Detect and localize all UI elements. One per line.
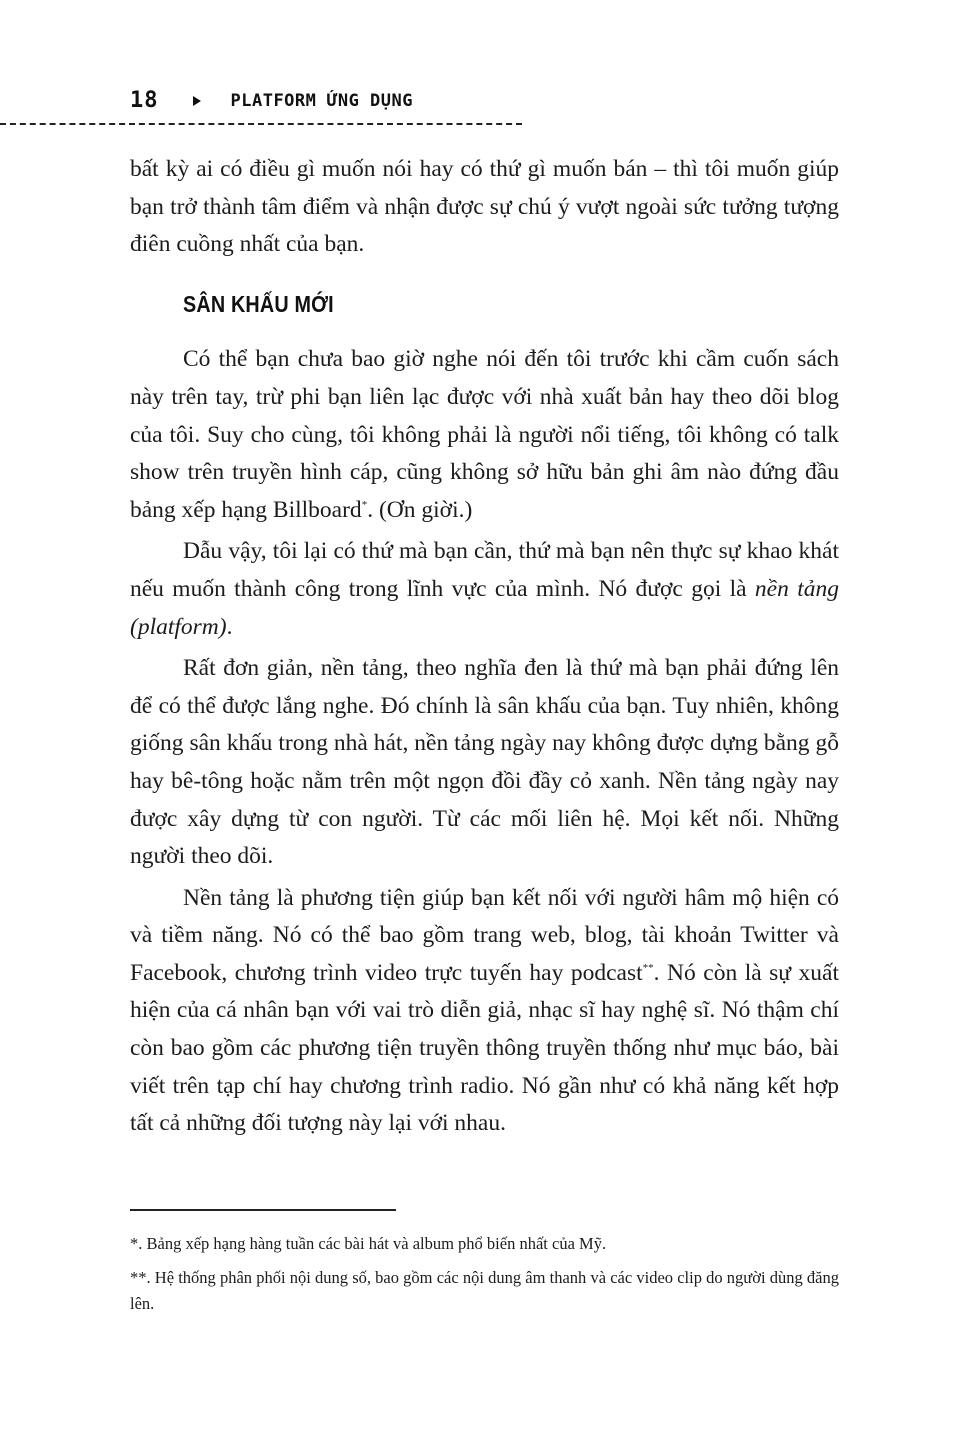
- intro-paragraph: bất kỳ ai có điều gì muốn nói hay có thứ gì muốn bán – thì tôi muốn giúp bạn trở thành tâm điểm và nhận được sự chú ý vượt ngoài sức tưởng tượng điên cuồng nhất của bạn.: [130, 156, 839, 258]
- paragraph-4: [130, 880, 839, 1143]
- paragraph-1-text: Có thể bạn chưa bao giờ nghe nói đến tôi trước khi cầm cuốn sách này trên tay, trừ phi bạn liên lạc được với nhà xuất bản hay theo dõi blog của tôi. Suy cho cùng, tôi không phải là người nổi tiếng, tôi không có talk show trên truyền hình cáp, cũng không sở hữu bản ghi âm nào đứng đầu bảng xếp hạng Billboard: [130, 346, 839, 523]
- paragraph-1-tail: . (Ơn giời.): [367, 496, 473, 523]
- footnote-mark-1: *: [361, 498, 368, 511]
- section-heading: SÂN KHẤU MỚI: [183, 290, 334, 317]
- paragraph-2-text: Dẫu vậy, tôi lại có thứ mà bạn cần, thứ mà bạn nên thực sự khao khát nếu muốn thành công trong lĩnh vực của mình. Nó được gọi là: [130, 538, 839, 602]
- body-text: [130, 151, 839, 1143]
- paragraph-2: [130, 533, 839, 646]
- paragraph-4-text: Nền tảng là phương tiện giúp bạn kết nối với người hâm mộ hiện có và tiềm năng. Nó có thể bao gồm trang web, blog, tài khoản Twitter và Facebook, chương trình video trực tuyến hay podcast: [130, 884, 839, 986]
- paragraph-4-tail: . Nó còn là sự xuất hiện của cá nhân bạn với vai trò diễn giả, nhạc sĩ hay nghệ sĩ. Nó thậm chí còn bao gồm các phương tiện truyền thông truyền thống như mục báo, bài viết trên tạp chí hay chương trình radio. Nó gần như có khả năng kết hợp tất cả những đối tượng này lại với nhau.: [130, 959, 840, 1137]
- running-head: [130, 88, 413, 113]
- paragraph-2-tail: .: [226, 613, 233, 640]
- footnotes: [130, 1231, 839, 1325]
- footnote-mark-2: **: [642, 962, 654, 975]
- page-number: 18: [130, 88, 159, 113]
- paragraph-2-italic: nền tảng (platform): [130, 575, 839, 640]
- paragraph-1: [130, 341, 839, 529]
- footnote-2: **. Hệ thống phân phối nội dung số, bao gồm các nội dung âm thanh và các video clip do người dùng đăng lên.: [130, 1268, 839, 1313]
- footnote-1: *. Bảng xếp hạng hàng tuần các bài hát và album phổ biến nhất của Mỹ.: [130, 1234, 607, 1253]
- running-title: PLATFORM ỨNG DỤNG: [230, 90, 413, 111]
- paragraph-3: Rất đơn giản, nền tảng, theo nghĩa đen là thứ mà bạn phải đứng lên để có thể được lắng nghe. Đó chính là sân khấu của bạn. Tuy nhiên, không giống sân khấu trong nhà hát, nền tảng ngày nay không được dựng bằng gỗ hay bê-tông hoặc nằm trên một ngọn đồi đầy cỏ xanh. Nền tảng ngày nay được xây dựng từ con người. Từ các mối liên hệ. Mọi kết nối. Những người theo dõi.: [130, 655, 839, 870]
- header-dashed-rule: [0, 123, 522, 125]
- triangle-arrow-icon: [193, 96, 201, 106]
- footnote-rule: [130, 1209, 396, 1211]
